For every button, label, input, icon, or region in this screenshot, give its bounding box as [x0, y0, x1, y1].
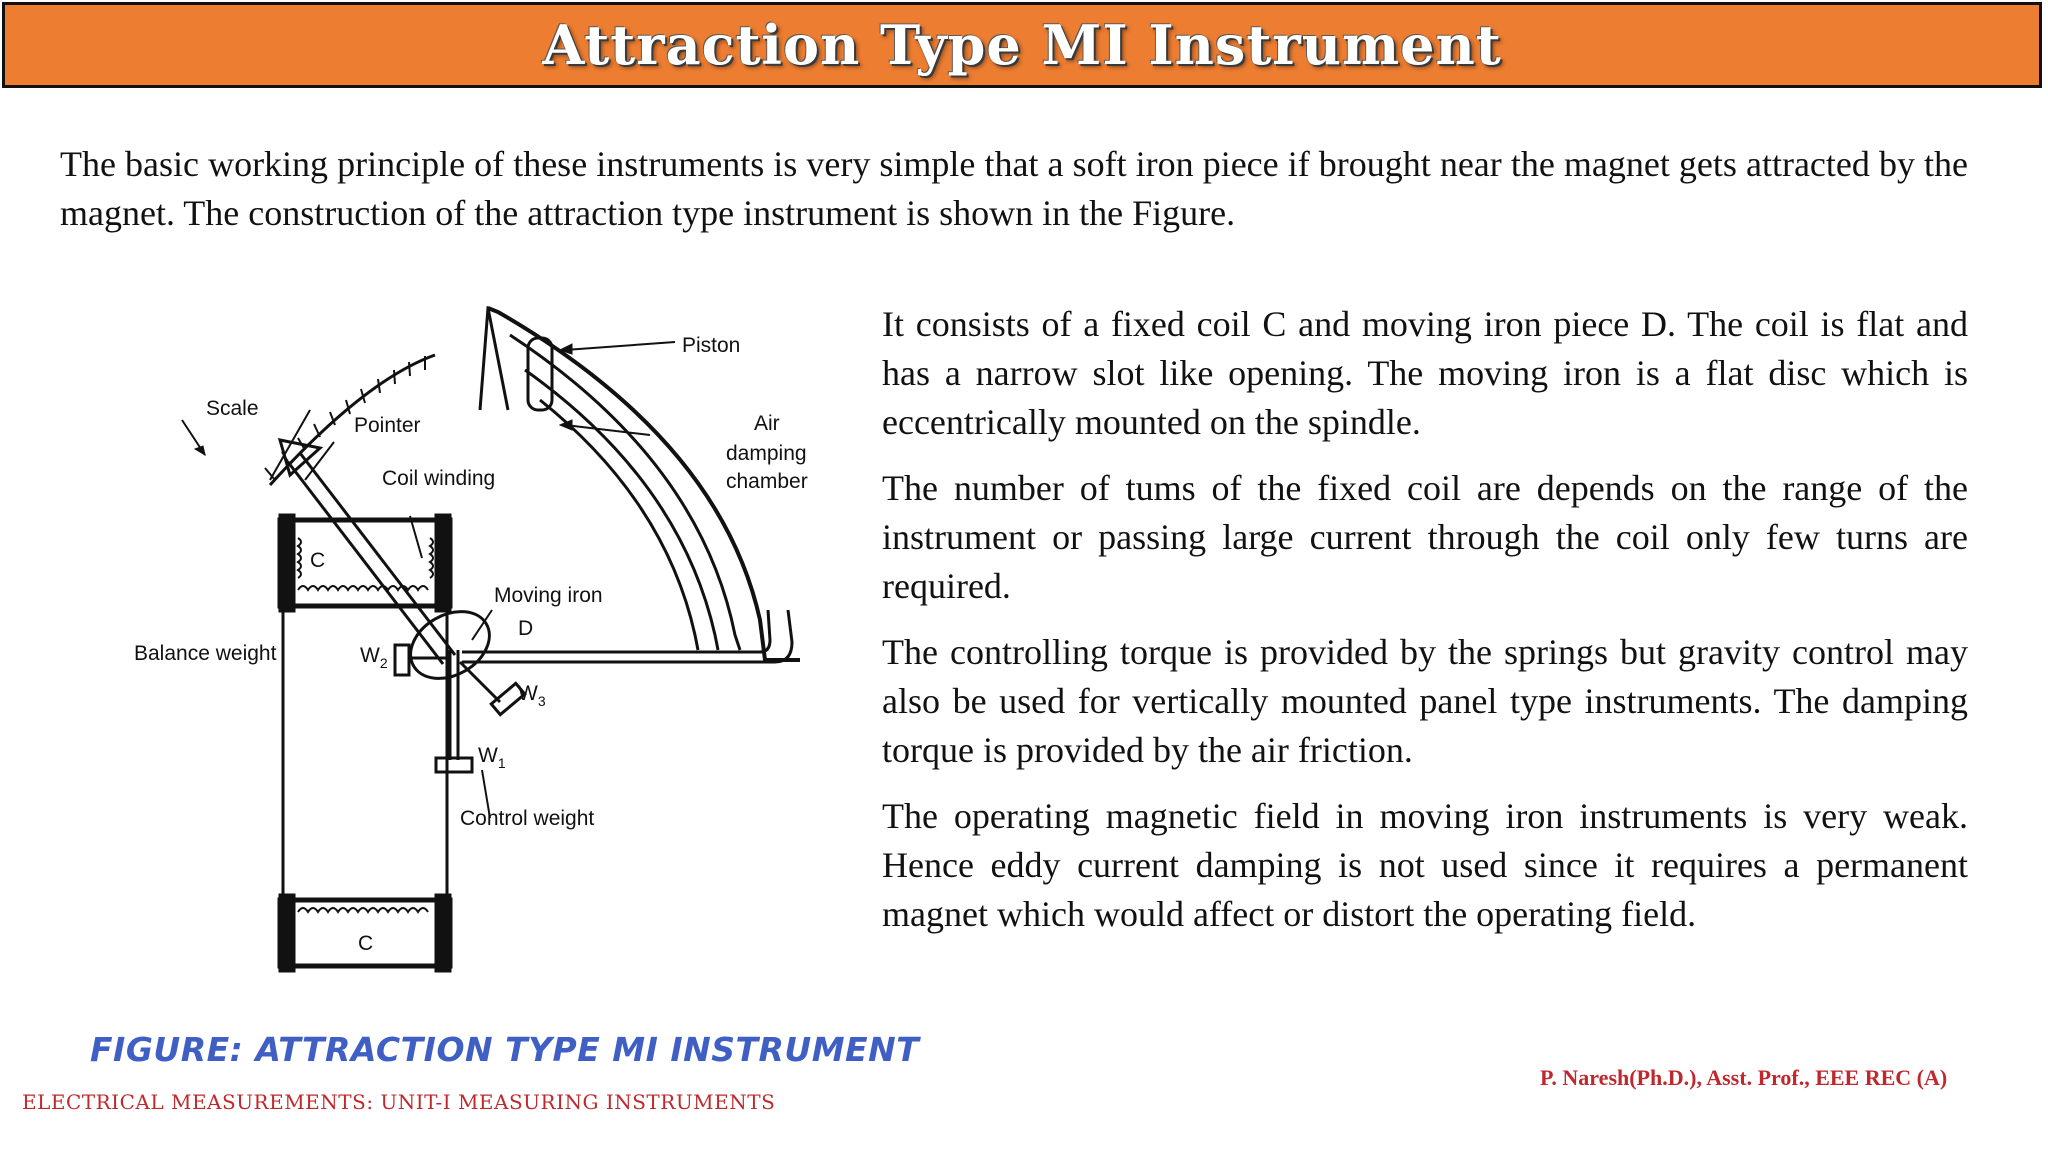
w2-weight	[395, 645, 409, 675]
label-coil-winding: Coil winding	[382, 467, 496, 490]
instrument-diagram	[120, 290, 840, 990]
label-piston: Piston	[682, 334, 741, 357]
title-bar	[2, 2, 2042, 88]
label-w2: $W_2$	[360, 644, 388, 671]
author-footer: P. Naresh(Ph.D.), Asst. Prof., EEE REC (A)	[1540, 1065, 1948, 1090]
label-air-2: damping	[726, 442, 807, 465]
label-moving-iron: Moving iron	[494, 584, 603, 607]
label-c-top: C	[310, 549, 326, 572]
intro-paragraph: The basic working principle of these instruments is very simple that a soft iron piece if brought near the magnet gets attracted by the magnet. The construction of the attraction type instrument is shown in the Figure.	[60, 144, 1968, 233]
label-d: D	[518, 617, 534, 640]
page-title: Attraction Type MI Instrument	[542, 13, 1502, 77]
label-air-1: Air	[754, 412, 780, 435]
label-c-bottom: C	[358, 932, 374, 955]
label-w1: $W_1$	[478, 744, 506, 771]
paragraph-4: The operating magnetic field in moving iron instruments is very weak. Hence eddy current damping is not used since it requires a permanent magnet which would affect or distort the operating field.	[882, 796, 1968, 934]
label-balance-weight: Balance weight	[134, 642, 277, 665]
course-footer: ELECTRICAL MEASUREMENTS: UNIT-I MEASURING INSTRUMENTS	[22, 1090, 776, 1114]
paragraph-3: The controlling torque is provided by the springs but gravity control may also be used for vertically mounted panel type instruments. The damping torque is provided by the air friction.	[882, 632, 1968, 770]
label-air-3: chamber	[726, 470, 808, 493]
air-tube	[462, 610, 770, 652]
figure-caption: FIGURE: ATTRACTION TYPE MI INSTRUMENT	[90, 1030, 920, 1069]
w1-weight	[436, 758, 472, 772]
label-w3: $W_3$	[518, 682, 546, 709]
paragraph-2: The number of tums of the fixed coil are depends on the range of the instrument or passing large current through the coil only few turns are required.	[882, 468, 1968, 606]
label-pointer: Pointer	[354, 414, 421, 437]
label-control-weight: Control weight	[460, 807, 595, 830]
description-column	[882, 300, 1968, 956]
paragraph-1: It consists of a fixed coil C and moving iron piece D. The coil is flat and has a narrow slot like opening. The moving iron is a flat disc which is eccentrically mounted on the spindle.	[882, 304, 1968, 442]
label-scale: Scale	[206, 397, 259, 420]
